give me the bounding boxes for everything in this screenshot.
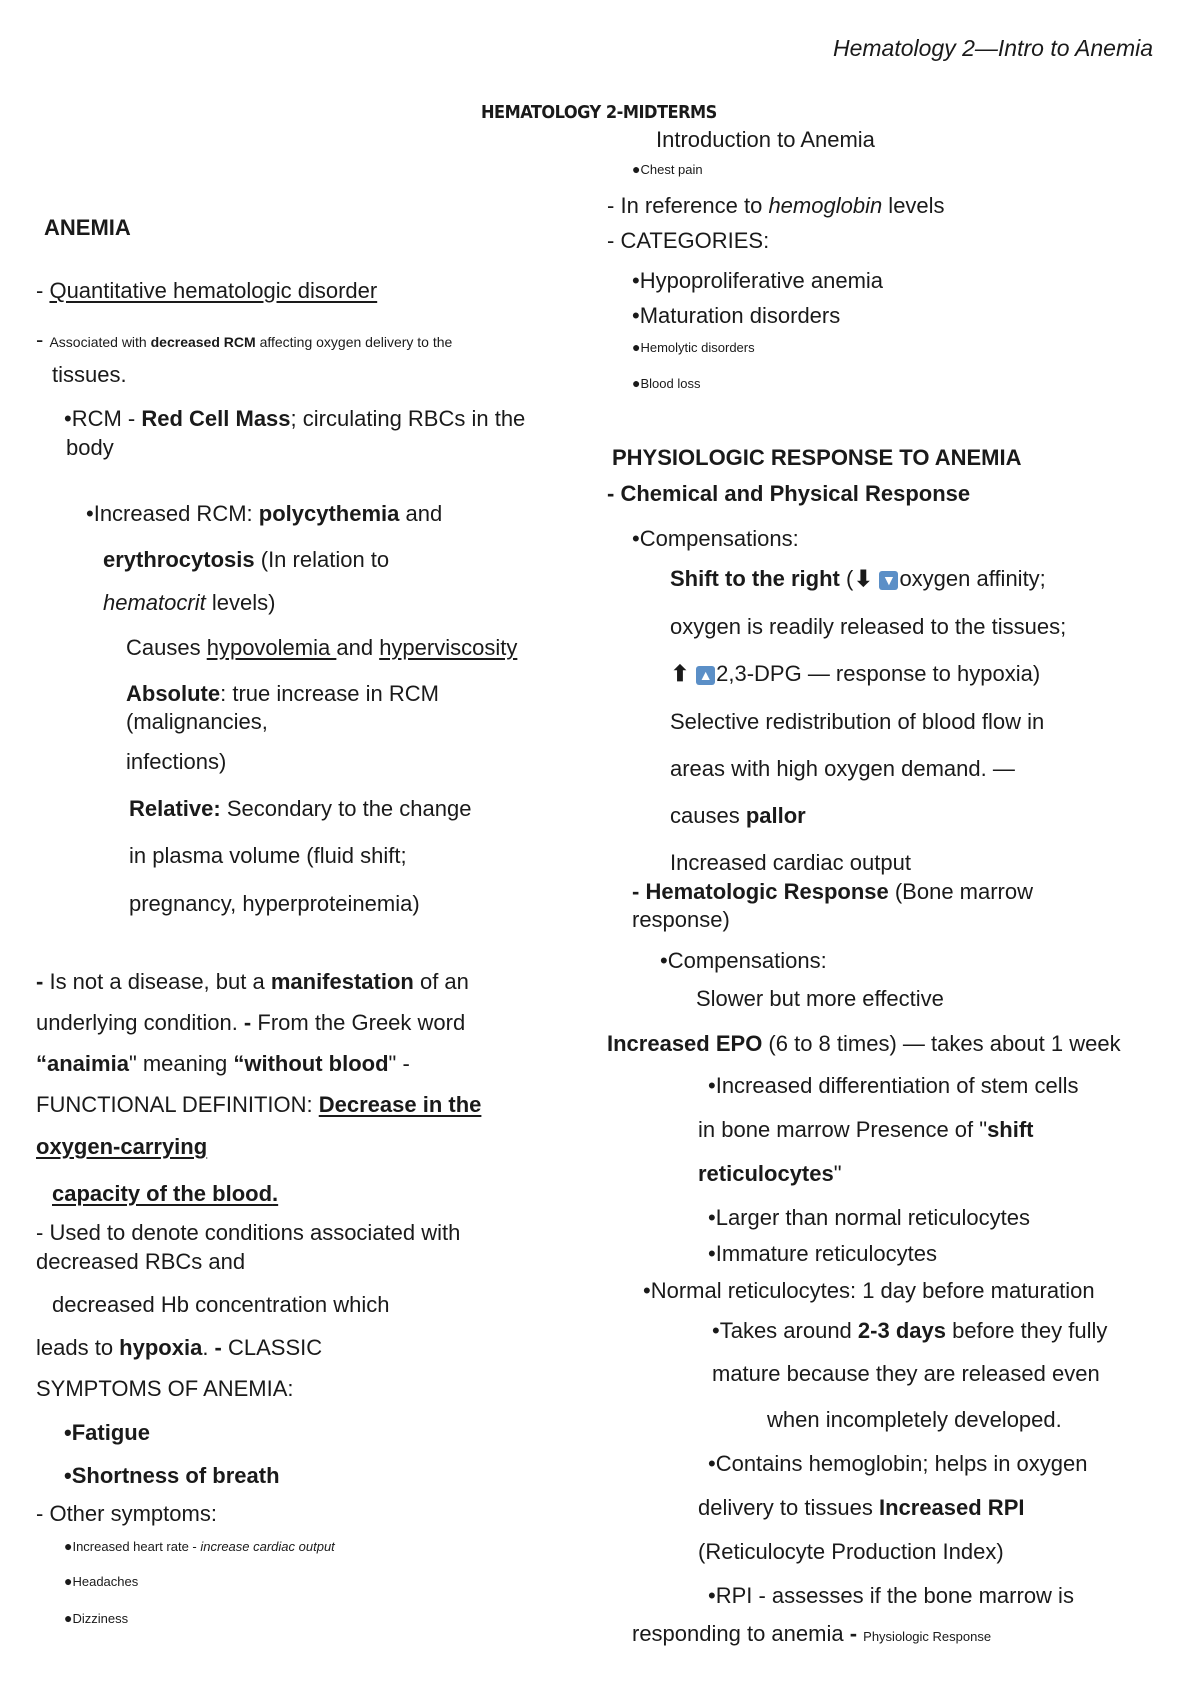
compensations-1: •Compensations:	[632, 526, 799, 551]
down-arrow-icon: ⬇	[854, 566, 873, 591]
physiologic-response-heading: PHYSIOLOGIC RESPONSE TO ANEMIA	[612, 445, 1022, 470]
rpi-full-name: (Reticulocyte Production Index)	[698, 1539, 1004, 1564]
category-hemolytic: ●Hemolytic disorders	[632, 339, 755, 355]
functional-definition-3: capacity of the blood.	[52, 1181, 279, 1206]
slower-line: Slower but more effective	[696, 986, 944, 1011]
symptom-heart-rate: ●Increased heart rate - increase cardiac output	[64, 1538, 335, 1554]
up-arrow-box-icon: ▲	[696, 666, 715, 685]
rcm-definition: •RCM - Red Cell Mass; circulating RBCs in the	[64, 406, 526, 431]
increased-rcm: •Increased RCM: polycythemia and	[86, 501, 443, 526]
oxygen-released-line: oxygen is readily released to the tissues;	[670, 614, 1067, 639]
document-title: HEMATOLOGY 2-MIDTERMS	[481, 102, 717, 123]
redistribution-line: Selective redistribution of blood flow in	[670, 709, 1045, 734]
symptom-dizziness: ●Dizziness	[64, 1610, 129, 1626]
immature-reticulocytes: •Immature reticulocytes	[708, 1241, 937, 1266]
cardiac-output-line: Increased cardiac output	[670, 850, 911, 875]
symptoms-heading: SYMPTOMS OF ANEMIA:	[36, 1376, 294, 1401]
symptom-fatigue: •Fatigue	[64, 1420, 150, 1445]
hematologic-response-heading: - Hematologic Response (Bone marrow	[632, 879, 1034, 904]
absolute-line-3: infections)	[126, 749, 227, 774]
hematocrit-line: hematocrit levels)	[103, 590, 276, 615]
reference-line: - In reference to hemoglobin levels	[607, 193, 945, 218]
category-maturation: •Maturation disorders	[632, 303, 841, 328]
dash-marker: -	[36, 278, 44, 303]
used-to-denote: - Used to denote conditions associated with	[36, 1220, 461, 1245]
pallor-line: causes pallor	[670, 803, 806, 828]
dpg-line: ⬆ ▲ 2,3-DPG — response to hypoxia)	[670, 661, 1041, 686]
shift-reticulocytes-line: reticulocytes"	[698, 1161, 842, 1186]
incompletely-developed-line: when incompletely developed.	[767, 1407, 1062, 1432]
quantitative-text: Quantitative hematologic disorder	[49, 278, 378, 303]
areas-line: areas with high oxygen demand. —	[670, 756, 1015, 781]
not-disease-line: - Is not a disease, but a manifestation of an	[36, 969, 469, 994]
relative-line-2: in plasma volume (fluid shift;	[129, 843, 407, 868]
responding-line: responding to anemia - Physiologic Response	[632, 1621, 992, 1646]
chemical-response-heading: - Chemical and Physical Response	[607, 481, 971, 506]
used-to-denote-3: decreased Hb concentration which	[52, 1292, 390, 1317]
compensations-2: •Compensations:	[660, 948, 827, 973]
hematologic-response-cont: response)	[632, 907, 730, 932]
category-hypoproliferative: •Hypoproliferative anemia	[632, 268, 884, 293]
delivery-line: delivery to tissues Increased RPI	[698, 1495, 1025, 1520]
dash-marker: -	[36, 327, 44, 352]
used-to-denote-2: decreased RBCs and	[36, 1249, 246, 1274]
hypoxia-line: leads to hypoxia. - CLASSIC	[36, 1335, 323, 1360]
relative-line: Relative: Secondary to the change	[129, 796, 472, 821]
bone-marrow-line: in bone marrow Presence of "shift	[698, 1117, 1034, 1142]
mature-because-line: mature because they are released even	[712, 1361, 1100, 1386]
chest-pain: ●Chest pain	[632, 161, 703, 177]
contains-hemoglobin-line: •Contains hemoglobin; helps in oxygen	[708, 1451, 1088, 1476]
intro-heading: Introduction to Anemia	[656, 127, 875, 152]
takes-around-line: •Takes around 2-3 days before they fully	[712, 1318, 1108, 1343]
page-header: Hematology 2—Intro to Anemia	[833, 35, 1154, 61]
categories-heading: - CATEGORIES:	[607, 228, 770, 253]
symptom-shortness-of-breath: •Shortness of breath	[64, 1463, 280, 1488]
associated-text: Associated with decreased RCM affecting oxygen delivery to the	[49, 334, 453, 350]
causes-line: Causes hypovolemia and hyperviscosity	[126, 635, 518, 660]
rcm-definition-cont: body	[66, 435, 114, 460]
line-tissues: tissues.	[52, 362, 127, 387]
shift-right-line: Shift to the right (⬇ ▼ oxygen affinity;	[670, 566, 1046, 591]
section-heading-anemia: ANEMIA	[44, 215, 131, 240]
symptom-headaches: ●Headaches	[64, 1573, 139, 1589]
epo-line: Increased EPO (6 to 8 times) — takes about 1 week	[607, 1031, 1121, 1056]
other-symptoms: - Other symptoms:	[36, 1501, 217, 1526]
relative-line-3: pregnancy, hyperproteinemia)	[129, 891, 420, 916]
larger-reticulocytes: •Larger than normal reticulocytes	[708, 1205, 1030, 1230]
absolute-line: Absolute: true increase in RCM	[126, 681, 439, 706]
anaimia-line: “anaimia" meaning “without blood" -	[36, 1051, 410, 1076]
functional-definition: FUNCTIONAL DEFINITION: Decrease in the	[36, 1092, 482, 1117]
line-associated	[36, 326, 452, 354]
functional-definition-2: oxygen-carrying	[36, 1134, 208, 1159]
line-quantitative	[36, 277, 377, 305]
normal-reticulocytes: •Normal reticulocytes: 1 day before maturation	[643, 1278, 1095, 1303]
up-arrow-icon: ⬆	[670, 661, 690, 686]
absolute-line-2: (malignancies,	[126, 709, 268, 734]
category-blood-loss: ●Blood loss	[632, 375, 701, 391]
erythrocytosis-line: erythrocytosis (In relation to	[103, 547, 390, 572]
down-arrow-box-icon: ▼	[879, 571, 898, 590]
differentiation-line: •Increased differentiation of stem cells	[708, 1073, 1079, 1098]
greek-line: underlying condition. - From the Greek word	[36, 1010, 466, 1035]
rpi-definition: •RPI - assesses if the bone marrow is	[708, 1583, 1074, 1608]
